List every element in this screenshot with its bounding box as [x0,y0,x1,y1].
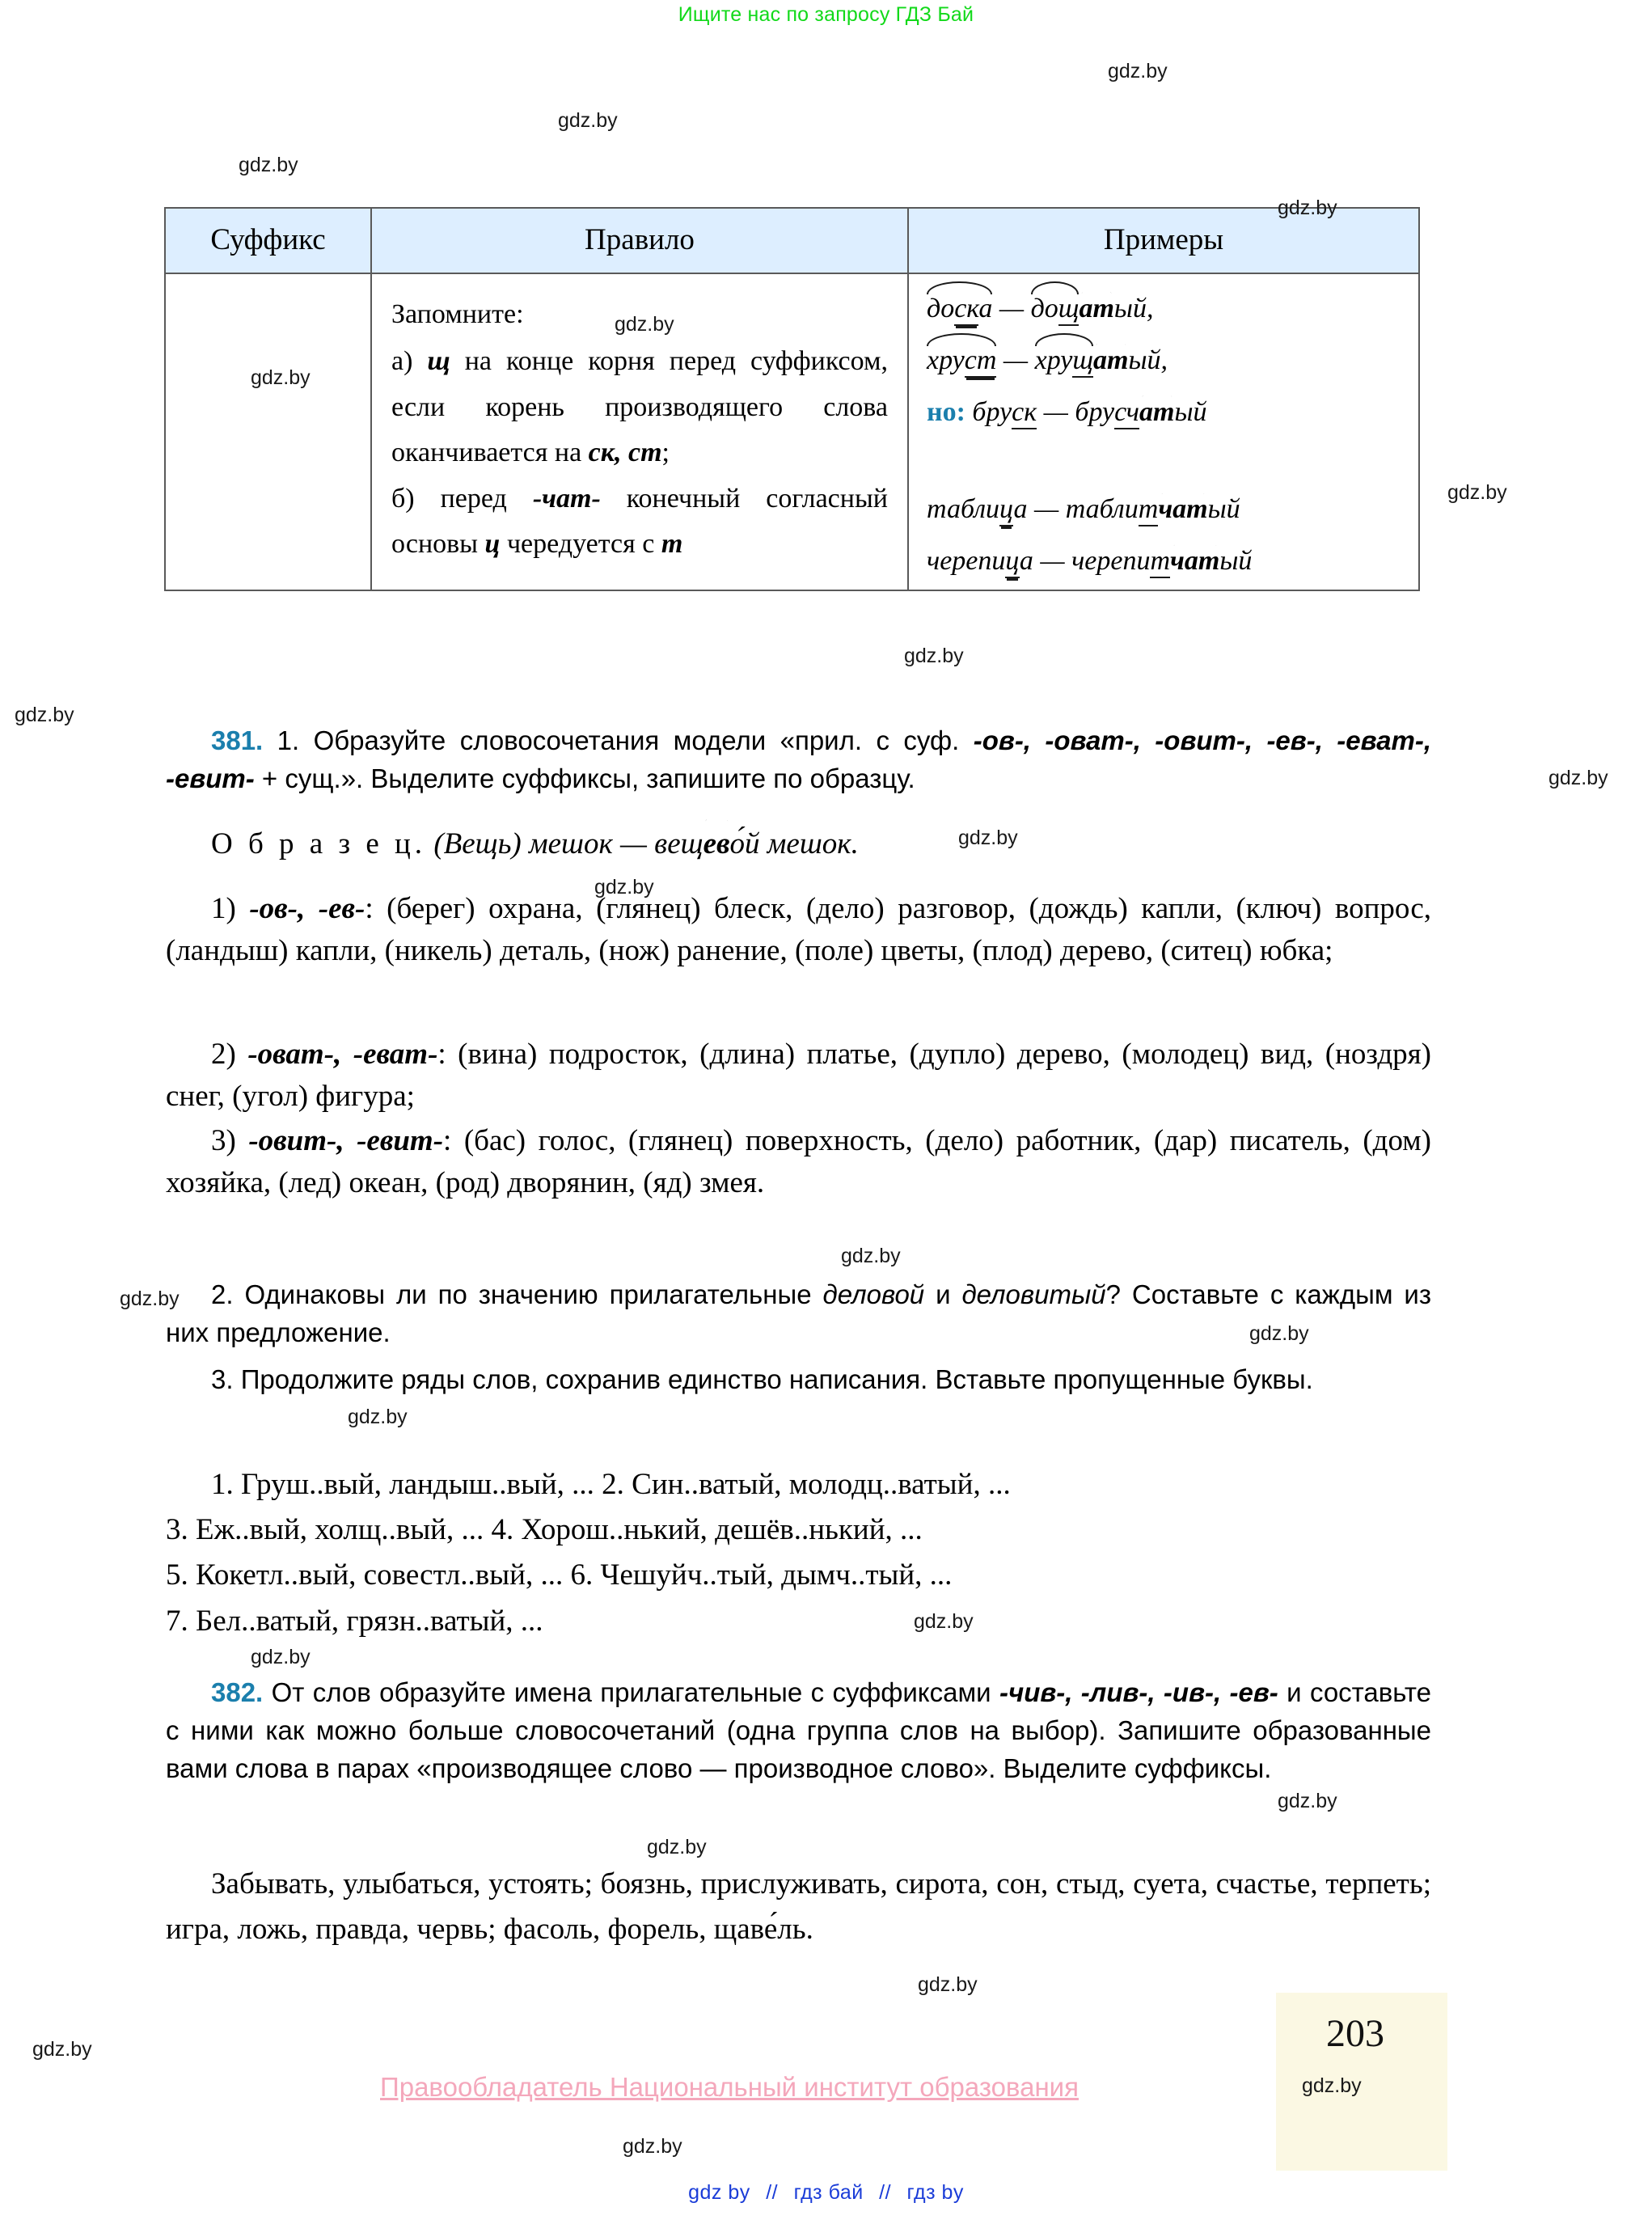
exercise-381-word-rows [166,1462,1431,1644]
watermark: gdz.by [841,1245,901,1267]
watermark: gdz.by [1278,197,1337,219]
single-underline-part: щ [1072,345,1093,378]
sample-text-2: о́й мешок. [729,827,859,860]
double-underline-part: ст [965,345,997,378]
watermark: gdz.by [239,154,298,176]
root-prefix: хру [927,345,965,375]
group2-suffix: -оват-, -еват- [247,1038,438,1071]
watermark: gdz.by [348,1406,408,1428]
watermark: gdz.by [904,645,964,667]
watermark: gdz.by [1249,1322,1309,1345]
rule-lead: Запомните: [391,299,524,329]
task2-word1: деловой [822,1279,925,1309]
word-stem: табли [1065,494,1139,524]
word-row-text: 1. Груш..вый, ландыш..вый, ... 2. Син..ватый, молодц..ватый, ... [211,1468,1011,1501]
watermark: gdz.by [958,827,1018,849]
cell-examples [908,273,1419,590]
root-arc [1035,347,1093,374]
root-arc [1031,295,1080,323]
exercise-381-group-2 [166,1034,1431,1118]
word-row-text: 3. Еж..вый, холщ..вый, ... 4. Хорош..нький, дешёв..нький, ... [166,1513,923,1547]
group3-number: 3) [211,1124,249,1157]
morph-word [1066,496,1240,523]
ex382-words-text: Забывать, улыбаться, устоять; боязнь, прислуживать, сирота, сон, стыд, суета, счастье, терпеть; игра, ложь, правда, червь; фасоль, форель, щаве́ль. [166,1867,1431,1947]
word-row-text: 7. Бел..ватый, грязн..ватый, ... [166,1604,543,1638]
watermark: gdz.by [623,2135,682,2158]
word-stem: табли [927,494,1000,524]
morph-word [1071,548,1252,575]
word-stem: черепи [927,546,1006,576]
single-underline-part: ск [1012,397,1037,429]
footer-link-2[interactable]: гдз бай [793,2181,864,2204]
word-row [166,1553,1431,1598]
suffix-caret: ат [1079,294,1114,323]
ex382-task-a: От слов образуйте имена прилагательные с суффиксами [271,1677,999,1707]
word-row-text: 5. Кокетл..вый, совестл..вый, ... 6. Чешуйч..тый, дымч..тый, ... [166,1558,953,1592]
example-line-1 [927,295,1410,323]
double-underline-part: ц [999,494,1013,526]
rule-item-b: б) перед -чат- конечный согласный основы ц чередуется с т [391,483,888,560]
group1-text: : (берег) охрана, (глянец) блеск, (дело) разговор, (дождь) капли, (ключ) вопрос, (ландыш) капли, (никель) деталь, (нож) ранение, (поле) цветы, (плод) дерево, (ситец) юбка; [166,892,1431,967]
site-banner: Ищите нас по запросу ГДЗ Бай [678,3,974,26]
root-arc [927,295,992,323]
watermark: gdz.by [1447,481,1507,504]
word-ending: ый, [1113,294,1154,323]
em-dash: — [996,345,1035,375]
word-tail: а [1019,546,1033,576]
suffix-caret: чат [1170,546,1220,576]
watermark: gdz.by [1548,767,1608,789]
morph-word [927,548,1033,575]
copyright-notice: Правообладатель Национальный институт образования [380,2072,1079,2102]
footer-sep-1: // [766,2181,779,2204]
root-prefix: до [1030,294,1058,323]
cell-rule [371,273,908,590]
morph-word [1075,399,1206,426]
morph-word [927,295,992,323]
task2-c: ? Составьте с каждым из них предложение. [166,1279,1431,1347]
table-body-row [165,273,1419,590]
word-stem: бру [972,397,1012,427]
exercise-381-task2 [166,1276,1431,1352]
single-underline-part: щ [1058,294,1080,326]
sample-suffix: ев [703,823,730,865]
root-prefix: до [927,294,955,323]
watermark: gdz.by [251,366,311,389]
ex381-task1-a: 1. Образуйте словосочетания модели «прил. с суф. [277,725,974,755]
exercise-382-task [166,1674,1431,1788]
page-number: 203 [1326,2012,1384,2055]
word-tail: а [1013,494,1028,524]
word-ending: ый [1174,397,1207,427]
suffix-caret: ат [1093,345,1129,375]
footer-link-1[interactable]: gdz by [688,2181,750,2204]
watermark: gdz.by [615,313,674,336]
em-dash: — [1037,397,1075,427]
ex381-task1-suffixes: -ов-, -оват-, -овит-, -ев-, -еват-, -евит- [166,725,1431,793]
watermark: gdz.by [1302,2074,1362,2097]
morph-word [927,347,996,374]
exercise-382-number: 382. [211,1677,264,1707]
ex382-task-c: и составьте с ними как можно больше словосочетаний (одна группа слов на выбор). Запишите образованные вами слова в парах «производящее слово — производное слово». Выделите суффиксы. [166,1677,1432,1783]
suffix-rule-table [164,207,1420,591]
word-row [166,1507,1431,1553]
exercise-381-number: 381. [211,725,264,755]
group3-text: : (бас) голос, (глянец) поверхность, (дело) работник, (дар) писатель, (дом) хозяйка, (лед) океан, (род) дворянин, (яд) змея. [166,1124,1432,1199]
exercise-381-sample [166,823,1431,865]
morph-word [1031,295,1154,323]
table-header-rule: Правило [371,208,908,273]
task2-word2: деловитый [961,1279,1106,1309]
watermark: gdz.by [15,704,74,726]
em-dash: — [1027,494,1066,524]
morph-word [1035,347,1168,374]
table-header-examples: Примеры [908,208,1419,273]
sample-text-1: (Вещь) мешок — вещ [426,827,703,860]
watermark: gdz.by [914,1610,974,1633]
table-header-row [165,208,1419,273]
task3-text: 3. Продолжите ряды слов, сохранив единство написания. Вставьте пропущенные буквы. [211,1364,1313,1394]
exercise-381-task3 [166,1361,1431,1399]
word-row [166,1599,1431,1644]
word-stem: черепи [1071,546,1151,576]
watermark: gdz.by [558,109,618,132]
ex381-task1-b: + сущ.». Выделите суффиксы, запишите по образцу. [254,763,915,793]
cell-suffix [165,273,371,590]
group2-text: : (вина) подросток, (длина) платье, (дупло) дерево, (молодец) вид, (ноздря) снег, (угол) фигура; [166,1038,1431,1113]
exercise-381-group-1 [166,888,1431,972]
rule-item-a: а) щ на конце корня перед суффиксом, если корень производящего слова оканчивается на ск, ст; [391,346,888,468]
single-underline-part: т [1139,494,1159,526]
group1-suffix: -ов-, -ев- [249,892,365,925]
double-underline-part: ц [1005,546,1019,578]
watermark: gdz.by [647,1836,707,1858]
exercise-381-task1 [166,722,1431,798]
watermark: gdz.by [1108,60,1168,82]
ex382-task-suffixes: -чив-, -лив-, -ив-, -ев- [999,1677,1278,1707]
example-line-4 [927,496,1410,523]
single-underline-part: т [1150,546,1170,578]
morph-word [927,496,1027,523]
word-ending: ый, [1128,345,1168,375]
footer-sep-2: // [879,2181,892,2204]
word-ending: ый [1219,546,1253,576]
watermark: gdz.by [32,2038,92,2061]
watermark: gdz.by [120,1287,180,1310]
root-tail: а [978,294,993,323]
suffix-caret: чат [1158,494,1208,524]
root-arc [927,347,996,374]
footer-link-3[interactable]: гдз by [906,2181,964,2204]
em-dash: — [1033,546,1072,576]
watermark: gdz.by [251,1646,311,1668]
example-line-2 [927,347,1410,374]
watermark: gdz.by [918,1973,978,1996]
example-gap [927,450,1410,496]
task2-a: 2. Одинаковы ли по значению прилагательные [211,1279,823,1309]
word-ending: ый [1207,494,1240,524]
task2-b: и [924,1279,962,1309]
watermark: gdz.by [1278,1790,1337,1812]
example-line-5 [927,548,1410,575]
suffix-caret: ат [1139,397,1175,427]
watermark: gdz.by [594,876,654,898]
group2-number: 2) [211,1038,248,1071]
table-header-suffix: Суффикс [165,208,371,273]
group1-number: 1) [211,892,250,925]
exercise-382-words [166,1862,1431,1952]
word-stem: бру [1075,397,1115,427]
word-row [166,1462,1431,1507]
single-underline-part: сч [1114,397,1139,429]
sample-label: О б р а з е ц. [211,827,427,860]
example-line-3 [927,399,1410,426]
exercise-381-group-3 [166,1120,1431,1204]
morph-word [972,399,1037,426]
root-prefix: хру [1034,345,1073,375]
em-dash: — [992,294,1031,323]
group3-suffix: -овит-, -евит- [248,1124,444,1157]
ex3-label: но: [927,397,973,427]
footer-links[interactable] [0,2181,1652,2205]
double-underline-part: ск [954,294,978,326]
